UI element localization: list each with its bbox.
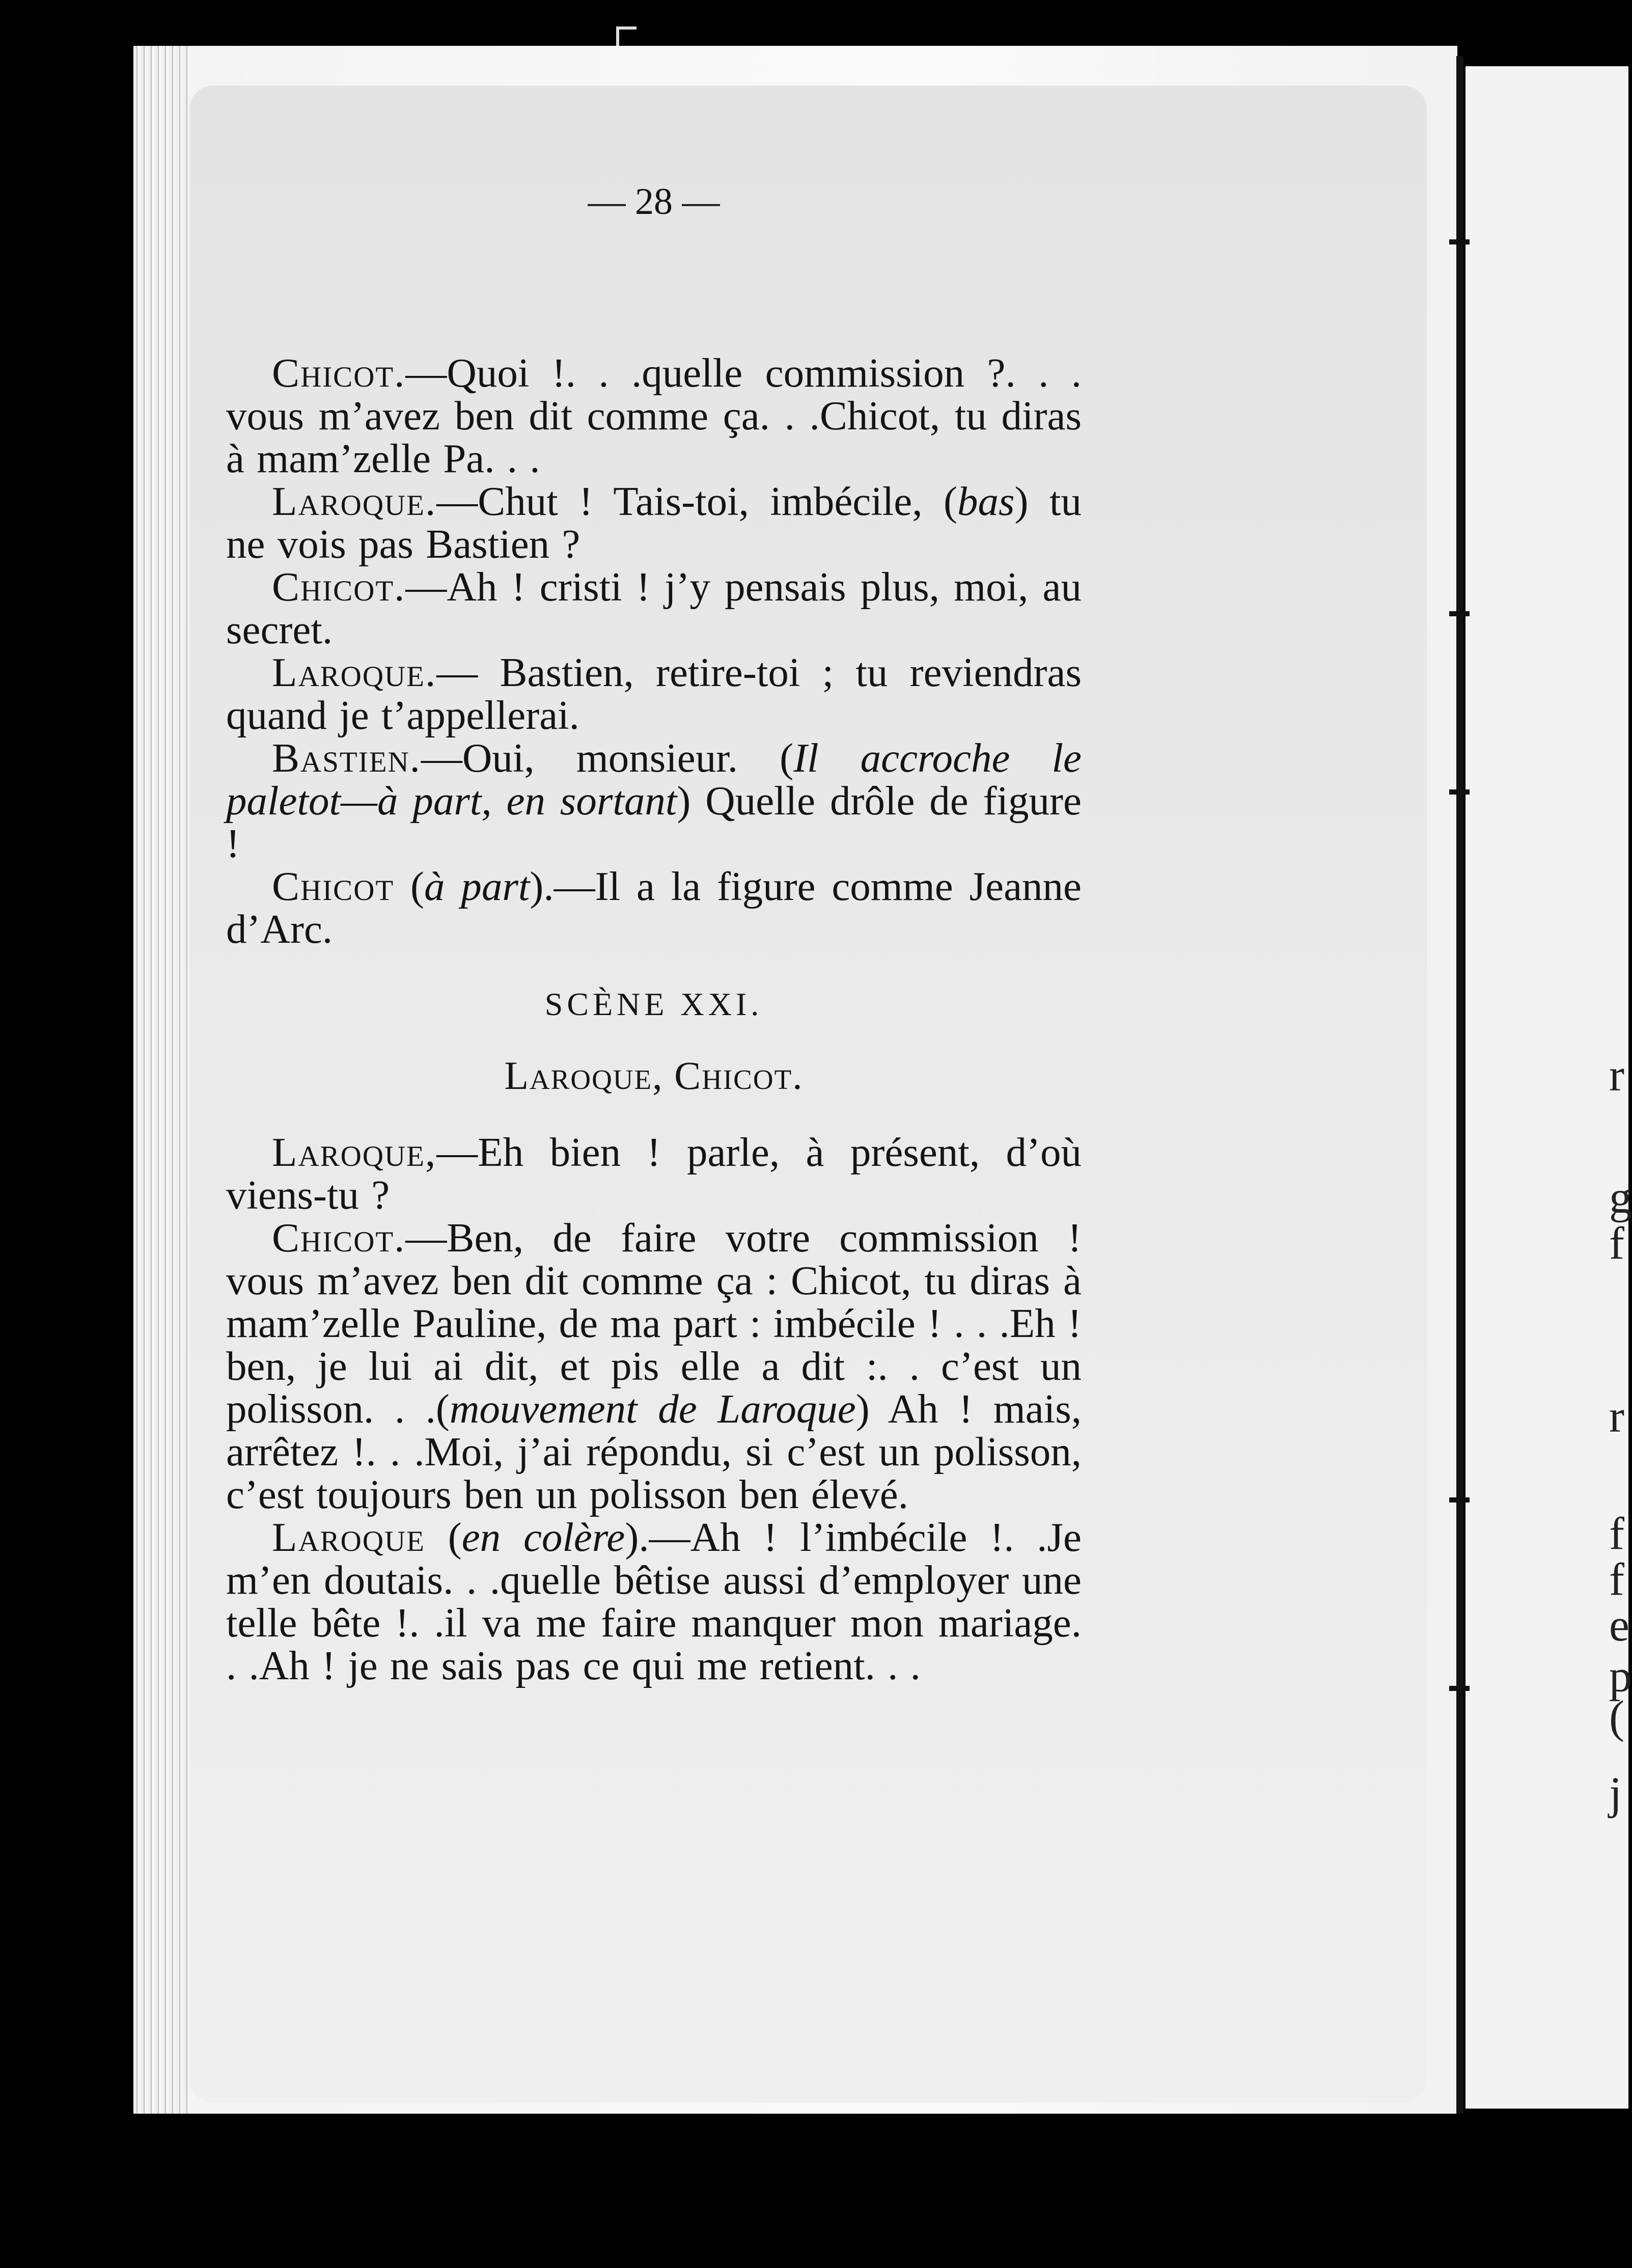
speaker-name: Bastien. (272, 735, 421, 781)
dialogue-paragraph (226, 736, 1082, 865)
facing-page-fragment: j (1609, 1768, 1622, 1819)
facing-page-fragment: f (1609, 1509, 1624, 1559)
speaker-name: Chicot. (272, 1215, 406, 1261)
dialogue-text: ) tu ne vois pas Bastien ? (226, 478, 1082, 567)
dialogue-paragraph (226, 651, 1082, 736)
stage-direction: en colère (461, 1514, 625, 1560)
page-edge-stack (133, 46, 189, 2114)
speaker-name: Chicot. (272, 350, 406, 396)
dialogue-text: —Oui, monsieur. ( (421, 735, 794, 781)
dialogue-text: ( (394, 863, 425, 909)
stage-direction: mouvement de Laroque (449, 1386, 856, 1432)
dialogue-paragraph (226, 865, 1082, 950)
stage-direction: bas (957, 478, 1015, 524)
dialogue-text: —Quoi !. . .quelle commission ?. . . vous m’avez ben dit comme ça. . .Chicot, tu diras à mam’zelle Pa. . . (226, 350, 1082, 481)
facing-page-fragment: e (1609, 1600, 1629, 1651)
dialogue-text: ) Quelle drôle de figure ! (226, 778, 1082, 866)
dialogue-paragraph (226, 1216, 1082, 1516)
scene-characters: Laroque, Chicot. (504, 1053, 804, 1098)
dialogue-paragraph (226, 351, 1082, 480)
spine-tick (1449, 611, 1470, 616)
speaker-name: Laroque. (272, 649, 437, 695)
stage-direction: Il accroche le paletot—à part, en sortant (226, 735, 1082, 824)
dialogue-text: ) Ah ! mais, arrêtez !. . .Moi, j’ai répondu, si c’est un polisson, c’est toujours ben un polisson ben élevé. (226, 1386, 1082, 1517)
dialogue-block-before-scene (226, 351, 1082, 950)
speaker-name: Laroque, (272, 1129, 437, 1175)
dialogue-text: ).—Ah ! l’imbécile !. .Je m’en doutais. . .quelle bêtise aussi d’employer une telle bête !. .il va me faire manquer mon mariage. . .Ah ! je ne sais pas ce qui me retient. . . (226, 1514, 1082, 1688)
facing-page-fragment: f (1609, 1218, 1624, 1269)
facing-page-fragment: g (1609, 1172, 1632, 1223)
scene-title: SCÈNE XXI. (544, 986, 763, 1022)
dialogue-text: —Ah ! cristi ! j’y pensais plus, moi, au secret. (226, 564, 1082, 652)
dialogue-text: ).—Il a la figure comme Jeanne d’Arc. (226, 863, 1082, 952)
facing-page-fragment: r (1609, 1050, 1624, 1101)
facing-page (1465, 66, 1632, 2109)
dialogue-text: —Ben, de faire votre commission ! vous m’avez ben dit comme ça : Chicot, tu diras à mam’zelle Pauline, de ma part : imbécile ! . . .Eh ! ben, je lui ai dit, et pis elle a dit :. . c’est un polisson. . .( (226, 1215, 1082, 1432)
dialogue-text: —Chut ! Tais-toi, imbécile, ( (436, 478, 957, 524)
facing-page-fragment: ( (1609, 1692, 1624, 1742)
facing-page-fragment: p (1609, 1651, 1632, 1702)
dialogue-text: ( (425, 1514, 462, 1560)
spine-tick (1449, 1497, 1470, 1502)
dialogue-paragraph (226, 480, 1082, 565)
speaker-name: Laroque. (272, 478, 437, 524)
speaker-name: Laroque (272, 1514, 425, 1560)
book-spine (1456, 56, 1463, 2114)
speaker-name: Chicot (272, 863, 395, 909)
spine-tick (1449, 789, 1470, 795)
dialogue-paragraph (226, 1516, 1082, 1687)
spine-tick (1449, 1686, 1470, 1691)
dialogue-paragraph (226, 1131, 1082, 1216)
speaker-name: Chicot. (272, 564, 406, 610)
dialogue-block-scene (226, 1131, 1082, 1687)
dialogue-text: —Eh bien ! parle, à présent, d’où viens-tu ? (226, 1129, 1082, 1218)
facing-page-fragment: f (1609, 1554, 1624, 1605)
stage-direction: à part (424, 863, 530, 909)
spine-tick (1449, 239, 1470, 244)
page-number: — 28 — (588, 181, 720, 223)
dialogue-text: — Bastien, retire-toi ; tu reviendras quand je t’appellerai. (226, 649, 1082, 738)
dialogue-paragraph (226, 565, 1082, 651)
facing-page-fragment: r (1609, 1391, 1624, 1442)
